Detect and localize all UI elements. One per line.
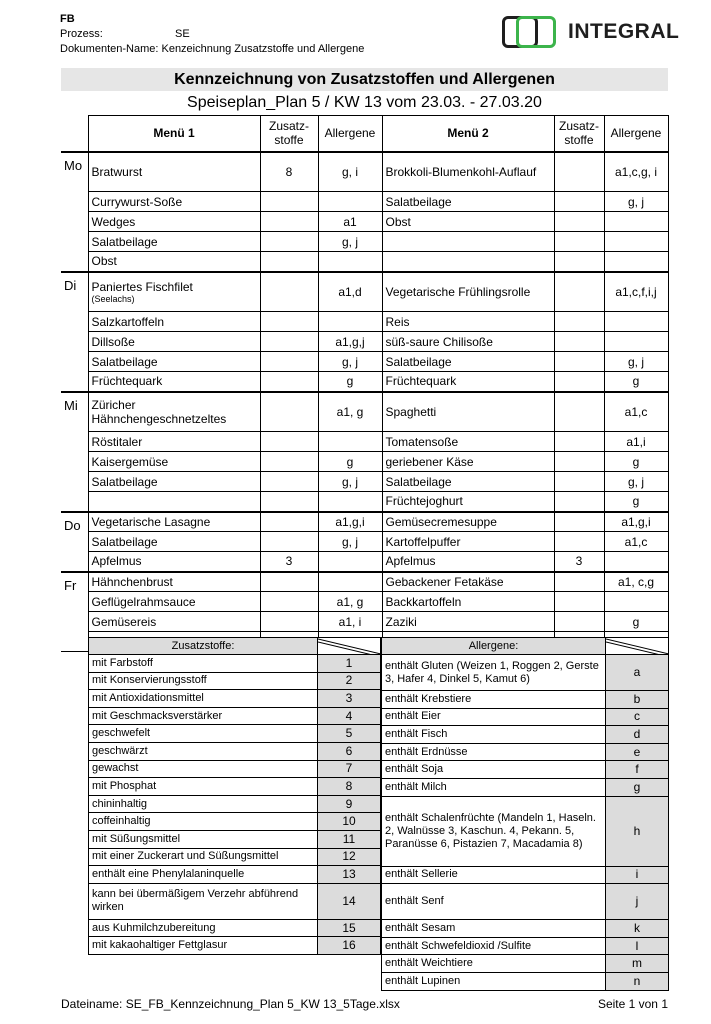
menu1-dish: [88, 472, 260, 492]
menu2-allergene: [604, 332, 668, 352]
menu2-allergene: g: [604, 372, 668, 392]
menu1-zusatzstoffe: [260, 612, 318, 632]
menu1-dish-name: Geflügelrahmsauce: [91, 594, 196, 609]
menu2-zusatzstoffe: [554, 572, 604, 592]
zusatzstoffe-header: Zusatzstoffe:: [89, 638, 318, 655]
menu1-dish-name: Obst: [91, 254, 117, 269]
menu2-allergene: [604, 592, 668, 612]
menu1-dish-name: Salatbeilage: [91, 234, 158, 249]
allergen-code: c: [606, 708, 669, 726]
menu2-allergene: [604, 212, 668, 232]
menu-row: [61, 152, 668, 192]
menu1-zusatzstoffe: [260, 432, 318, 452]
day-label: Do: [61, 512, 88, 572]
menu2-dish: [382, 252, 554, 272]
menu-row: [61, 212, 668, 232]
menu2-dish: Gebackener Fetakäse: [382, 572, 554, 592]
zusatzstoff-number: 9: [318, 795, 381, 813]
zusatzstoff-row: [89, 690, 381, 708]
menu2-dish: Salatbeilage: [382, 472, 554, 492]
menu2-allergene: a1,c: [604, 532, 668, 552]
menu2-zusatzstoffe: [554, 212, 604, 232]
day-label: Mo: [61, 152, 88, 272]
allergen-label: enthält Soja: [382, 761, 606, 779]
menu-row: [61, 272, 668, 312]
menu1-zusatzstoffe: [260, 312, 318, 332]
zusatzstoff-row: [89, 655, 381, 673]
zusatzstoff-row: [89, 813, 381, 831]
menu2-zusatzstoffe: [554, 592, 604, 612]
zusatzstoff-label: enthält eine Phenylalaninquelle: [89, 866, 318, 884]
zusatzstoff-number: 11: [318, 830, 381, 848]
logo-mark-icon: [502, 14, 564, 50]
document-name: Dokumenten-Name: Kenzeichnung Zusatzstoffe und Allergene: [60, 43, 365, 55]
menu2-dish: Kartoffelpuffer: [382, 532, 554, 552]
zusatzstoff-label: geschwärzt: [89, 742, 318, 760]
footer-filename: Dateiname: SE_FB_Kennzeichnung_Plan 5_KW 13_5Tage.xlsx: [61, 997, 400, 1011]
allergen-code: h: [606, 796, 669, 866]
zusatz1-header: Zusatz- stoffe: [260, 116, 318, 152]
allergen-code: n: [606, 972, 669, 990]
zusatzstoff-label: aus Kuhmilchzubereitung: [89, 919, 318, 937]
menu2-allergene: g, j: [604, 352, 668, 372]
zusatzstoff-row: [89, 672, 381, 690]
menu2-header: Menü 2: [382, 116, 554, 152]
zusatzstoff-label: mit Antioxidationsmittel: [89, 690, 318, 708]
allergen-row: [382, 866, 669, 884]
menu-row: [61, 312, 668, 332]
menu1-dish-name: Currywurst-Soße: [91, 194, 183, 209]
menu1-dish-name: Früchtequark: [91, 374, 163, 389]
menu-row: [61, 252, 668, 272]
menu2-zusatzstoffe: [554, 232, 604, 252]
menu2-dish: Obst: [382, 212, 554, 232]
menu1-allergene: g, i: [318, 152, 382, 192]
allergen-label: enthält Sellerie: [382, 866, 606, 884]
zusatzstoff-label: mit Farbstoff: [89, 655, 318, 673]
menu2-allergene: g: [604, 612, 668, 632]
zusatzstoff-label: mit Geschmacksverstärker: [89, 707, 318, 725]
menu1-header: Menü 1: [88, 116, 260, 152]
zusatzstoff-row: [89, 848, 381, 866]
menu2-zusatzstoffe: [554, 372, 604, 392]
allergen-row: [382, 655, 669, 691]
zusatzstoff-number: 7: [318, 760, 381, 778]
menu2-dish: Vegetarische Frühlingsrolle: [382, 272, 554, 312]
zusatzstoff-label: geschwefelt: [89, 725, 318, 743]
allergen-row: [382, 743, 669, 761]
zusatzstoff-row: [89, 883, 381, 919]
menu1-dish-note: (Seelachs): [91, 293, 135, 304]
menu1-dish: [88, 332, 260, 352]
zusatzstoff-row: [89, 795, 381, 813]
menu1-dish-name: Gemüsereis: [91, 614, 157, 629]
menu1-zusatzstoffe: [260, 532, 318, 552]
zusatzstoff-row: [89, 707, 381, 725]
menu2-zusatzstoffe: [554, 432, 604, 452]
zusatzstoff-label: mit kakaohaltiger Fettglasur: [89, 937, 318, 955]
menu2-dish: Zaziki: [382, 612, 554, 632]
zusatzstoffe-legend: [88, 637, 381, 955]
menu-row: [61, 392, 668, 432]
allergene1-header: Allergene: [318, 116, 382, 152]
menu1-dish: [88, 252, 260, 272]
allergen-code: e: [606, 743, 669, 761]
menu1-dish: [88, 312, 260, 332]
allergene-legend: [381, 637, 669, 991]
menu2-zusatzstoffe: [554, 192, 604, 212]
menu2-zusatzstoffe: [554, 612, 604, 632]
menu1-dish: [88, 372, 260, 392]
zusatzstoff-number: 16: [318, 937, 381, 955]
menu1-dish-name: Hähnchenbrust: [91, 574, 173, 589]
menu1-allergene: [318, 552, 382, 572]
menu1-dish-name: Bratwurst: [91, 164, 143, 179]
menu1-dish-name: Röstitaler: [91, 434, 143, 449]
menu1-dish: [88, 612, 260, 632]
menu1-zusatzstoffe: [260, 492, 318, 512]
menu1-dish: [88, 452, 260, 472]
menu1-dish-name: Apfelmus: [91, 554, 142, 569]
page-title: Kennzeichnung von Zusatzstoffen und Allergenen: [61, 68, 668, 91]
menu2-zusatzstoffe: [554, 252, 604, 272]
menu-row: [61, 572, 668, 592]
diagonal-divider-icon: [606, 638, 669, 655]
menu1-zusatzstoffe: [260, 372, 318, 392]
menu1-dish-name: Züricher Hähnchengeschnetzeltes: [91, 397, 227, 426]
menu1-dish: [88, 352, 260, 372]
menu2-allergene: [604, 552, 668, 572]
zusatzstoff-number: 3: [318, 690, 381, 708]
menu2-dish: Salatbeilage: [382, 192, 554, 212]
menu1-dish-name: Salatbeilage: [91, 354, 158, 369]
allergen-label: enthält Schwefeldioxid /Sulfite: [382, 937, 606, 955]
menu-row: [61, 432, 668, 452]
zusatzstoff-row: [89, 919, 381, 937]
menu2-zusatzstoffe: [554, 332, 604, 352]
menu1-dish: [88, 572, 260, 592]
menu-table: [61, 115, 669, 652]
menu2-zusatzstoffe: [554, 272, 604, 312]
menu2-dish: süß-saure Chilisoße: [382, 332, 554, 352]
menu2-dish: Früchtequark: [382, 372, 554, 392]
allergen-row: [382, 691, 669, 709]
menu1-allergene: [318, 432, 382, 452]
menu1-dish-name: Paniertes Fischfilet: [91, 279, 193, 294]
menu2-allergene: a1,c,g, i: [604, 152, 668, 192]
allergen-code: g: [606, 778, 669, 796]
menu1-allergene: [318, 492, 382, 512]
menu-row: [61, 492, 668, 512]
menu1-dish: [88, 192, 260, 212]
menu1-allergene: a1, g: [318, 592, 382, 612]
menu1-zusatzstoffe: 8: [260, 152, 318, 192]
menu2-allergene: g: [604, 492, 668, 512]
menu1-zusatzstoffe: 3: [260, 552, 318, 572]
zusatzstoff-number: 10: [318, 813, 381, 831]
menu2-zusatzstoffe: [554, 472, 604, 492]
zusatzstoff-number: 1: [318, 655, 381, 673]
menu1-zusatzstoffe: [260, 272, 318, 312]
allergen-row: [382, 708, 669, 726]
zusatzstoff-label: mit Konservierungsstoff: [89, 672, 318, 690]
menu1-zusatzstoffe: [260, 512, 318, 532]
allergene-legend-header: Allergene:: [382, 638, 606, 655]
menu1-zusatzstoffe: [260, 252, 318, 272]
menu2-allergene: [604, 252, 668, 272]
day-label: Fr: [61, 572, 88, 652]
zusatzstoff-label: mit Phosphat: [89, 778, 318, 796]
allergen-code: l: [606, 937, 669, 955]
menu2-dish: Reis: [382, 312, 554, 332]
allergen-row: [382, 726, 669, 744]
allergen-row: [382, 884, 669, 920]
menu1-dish: [88, 552, 260, 572]
allergen-code: a: [606, 655, 669, 691]
menu1-allergene: [318, 192, 382, 212]
menu2-allergene: g, j: [604, 472, 668, 492]
allergen-label: enthält Eier: [382, 708, 606, 726]
allergen-row: [382, 972, 669, 990]
zusatzstoff-number: 4: [318, 707, 381, 725]
menu2-dish: Backkartoffeln: [382, 592, 554, 612]
zusatzstoff-label: gewachst: [89, 760, 318, 778]
allergen-row: [382, 955, 669, 973]
menu2-zusatzstoffe: [554, 392, 604, 432]
menu2-zusatzstoffe: [554, 152, 604, 192]
menu-row: [61, 352, 668, 372]
zusatzstoff-row: [89, 742, 381, 760]
menu-row: [61, 532, 668, 552]
menu2-zusatzstoffe: [554, 352, 604, 372]
allergen-label: enthält Sesam: [382, 920, 606, 938]
menu1-zusatzstoffe: [260, 452, 318, 472]
menu2-allergene: [604, 312, 668, 332]
menu1-allergene: g, j: [318, 532, 382, 552]
menu2-zusatzstoffe: [554, 312, 604, 332]
menu1-dish-name: Dillsoße: [91, 334, 135, 349]
menu1-dish-name: Salatbeilage: [91, 534, 158, 549]
menu1-zusatzstoffe: [260, 192, 318, 212]
allergen-code: k: [606, 920, 669, 938]
menu1-dish-name: Vegetarische Lasagne: [91, 514, 211, 529]
menu-row: [61, 612, 668, 632]
menu2-dish: Gemüsecremesuppe: [382, 512, 554, 532]
menu1-allergene: a1,d: [318, 272, 382, 312]
menu-row: [61, 232, 668, 252]
menu1-dish: [88, 512, 260, 532]
menu1-dish: [88, 392, 260, 432]
menu2-allergene: g: [604, 452, 668, 472]
menu1-zusatzstoffe: [260, 332, 318, 352]
menu1-zusatzstoffe: [260, 392, 318, 432]
zusatzstoff-row: [89, 725, 381, 743]
zusatzstoff-number: 5: [318, 725, 381, 743]
menu-table-header: [61, 116, 668, 152]
menu-row: [61, 552, 668, 572]
integral-logo: [502, 14, 679, 50]
menu2-allergene: a1,c,f,i,j: [604, 272, 668, 312]
zusatzstoff-number: 8: [318, 778, 381, 796]
menu1-dish: [88, 272, 260, 312]
menu-row: [61, 192, 668, 212]
allergen-code: j: [606, 884, 669, 920]
menu2-allergene: a1,c: [604, 392, 668, 432]
allergen-code: f: [606, 761, 669, 779]
menu2-dish: Apfelmus: [382, 552, 554, 572]
menu1-allergene: [318, 312, 382, 332]
document-header: [60, 12, 364, 57]
menu1-dish: [88, 212, 260, 232]
menu2-allergene: a1,i: [604, 432, 668, 452]
menu1-allergene: a1, i: [318, 612, 382, 632]
allergen-label: enthält Krebstiere: [382, 691, 606, 709]
menu1-zusatzstoffe: [260, 572, 318, 592]
menu1-allergene: g: [318, 372, 382, 392]
zusatzstoff-number: 12: [318, 848, 381, 866]
menu1-dish: [88, 232, 260, 252]
menu1-dish-name: Kaisergemüse: [91, 454, 169, 469]
menu2-dish: [382, 232, 554, 252]
menu2-dish: Tomatensoße: [382, 432, 554, 452]
allergene2-header: Allergene: [604, 116, 668, 152]
zusatz2-header: Zusatz- stoffe: [554, 116, 604, 152]
zusatzstoff-row: [89, 830, 381, 848]
process-label: Prozess:: [60, 28, 103, 40]
menu1-dish: [88, 592, 260, 612]
menu1-zusatzstoffe: [260, 212, 318, 232]
menu2-zusatzstoffe: [554, 532, 604, 552]
allergen-row: [382, 937, 669, 955]
menu2-allergene: [604, 232, 668, 252]
menu1-dish: [88, 532, 260, 552]
menu2-zusatzstoffe: 3: [554, 552, 604, 572]
menu1-allergene: g: [318, 452, 382, 472]
allergen-label: enthält Gluten (Weizen 1, Roggen 2, Gerste 3, Hafer 4, Dinkel 5, Kamut 6): [382, 655, 606, 691]
menu2-dish: Salatbeilage: [382, 352, 554, 372]
menu1-allergene: g, j: [318, 232, 382, 252]
menu1-dish-name: Salzkartoffeln: [91, 314, 164, 329]
menu1-allergene: a1,g,j: [318, 332, 382, 352]
menu1-dish: [88, 432, 260, 452]
menu1-zusatzstoffe: [260, 592, 318, 612]
allergen-label: enthält Fisch: [382, 726, 606, 744]
allergen-row: [382, 920, 669, 938]
menu1-allergene: [318, 252, 382, 272]
process-value: SE: [175, 28, 190, 40]
zusatzstoff-label: coffeinhaltig: [89, 813, 318, 831]
diagonal-divider-icon: [318, 638, 381, 655]
zusatzstoff-row: [89, 866, 381, 884]
menu2-zusatzstoffe: [554, 512, 604, 532]
menu1-zusatzstoffe: [260, 352, 318, 372]
allergen-code: i: [606, 866, 669, 884]
menu2-dish: Früchtejoghurt: [382, 492, 554, 512]
day-label: Di: [61, 272, 88, 392]
menu1-dish-name: Wedges: [91, 214, 136, 229]
menu2-allergene: a1,g,i: [604, 512, 668, 532]
menu1-allergene: g, j: [318, 472, 382, 492]
form-code: FB: [60, 13, 75, 25]
logo-text: INTEGRAL: [568, 20, 680, 43]
allergen-row: [382, 796, 669, 866]
footer-page-number: Seite 1 von 1: [597, 997, 668, 1011]
menu1-dish-name: Salatbeilage: [91, 474, 158, 489]
allergen-row: [382, 761, 669, 779]
menu2-zusatzstoffe: [554, 492, 604, 512]
menu-row: [61, 332, 668, 352]
menu2-allergene: a1, c,g: [604, 572, 668, 592]
menu-row: [61, 372, 668, 392]
menu2-dish: Brokkoli-Blumenkohl-Auflauf: [382, 152, 554, 192]
page-subtitle: Speiseplan_Plan 5 / KW 13 vom 23.03. - 27.03.20: [187, 94, 542, 111]
allergen-code: d: [606, 726, 669, 744]
zusatzstoff-row: [89, 760, 381, 778]
menu2-dish: geriebener Käse: [382, 452, 554, 472]
menu2-zusatzstoffe: [554, 452, 604, 472]
day-label: Mi: [61, 392, 88, 512]
menu1-zusatzstoffe: [260, 472, 318, 492]
zusatzstoff-number: 14: [318, 883, 381, 919]
menu-row: [61, 512, 668, 532]
menu1-allergene: a1: [318, 212, 382, 232]
zusatzstoff-number: 15: [318, 919, 381, 937]
menu-row: [61, 472, 668, 492]
allergen-row: [382, 778, 669, 796]
allergen-label: enthält Erdnüsse: [382, 743, 606, 761]
zusatzstoff-label: mit Süßungsmittel: [89, 830, 318, 848]
zusatzstoff-label: mit einer Zuckerart und Süßungsmittel: [89, 848, 318, 866]
allergen-label: enthält Weichtiere: [382, 955, 606, 973]
zusatzstoff-row: [89, 937, 381, 955]
menu-row: [61, 452, 668, 472]
menu1-allergene: g, j: [318, 352, 382, 372]
zusatzstoff-number: 6: [318, 742, 381, 760]
allergen-label: enthält Lupinen: [382, 972, 606, 990]
zusatzstoff-label: chininhaltig: [89, 795, 318, 813]
zusatzstoff-number: 13: [318, 866, 381, 884]
allergen-code: b: [606, 691, 669, 709]
page-footer: [61, 997, 668, 1011]
zusatzstoff-row: [89, 778, 381, 796]
menu1-allergene: a1, g: [318, 392, 382, 432]
zusatzstoff-label: kann bei übermäßigem Verzehr abführend wirken: [89, 883, 318, 919]
allergen-label: enthält Milch: [382, 778, 606, 796]
menu1-dish: [88, 492, 260, 512]
allergen-code: m: [606, 955, 669, 973]
menu1-zusatzstoffe: [260, 232, 318, 252]
zusatzstoff-number: 2: [318, 672, 381, 690]
menu2-allergene: g, j: [604, 192, 668, 212]
process-row: [60, 27, 364, 42]
allergen-label: enthält Schalenfrüchte (Mandeln 1, Haseln. 2, Walnüsse 3, Kaschun. 4, Pekann. 5, Paranüsse 6, Pistazien 7, Macadamia 8): [382, 796, 606, 866]
allergen-label: enthält Senf: [382, 884, 606, 920]
menu1-allergene: [318, 572, 382, 592]
menu-row: [61, 592, 668, 612]
menu2-dish: Spaghetti: [382, 392, 554, 432]
menu1-allergene: a1,g,i: [318, 512, 382, 532]
menu1-dish: [88, 152, 260, 192]
